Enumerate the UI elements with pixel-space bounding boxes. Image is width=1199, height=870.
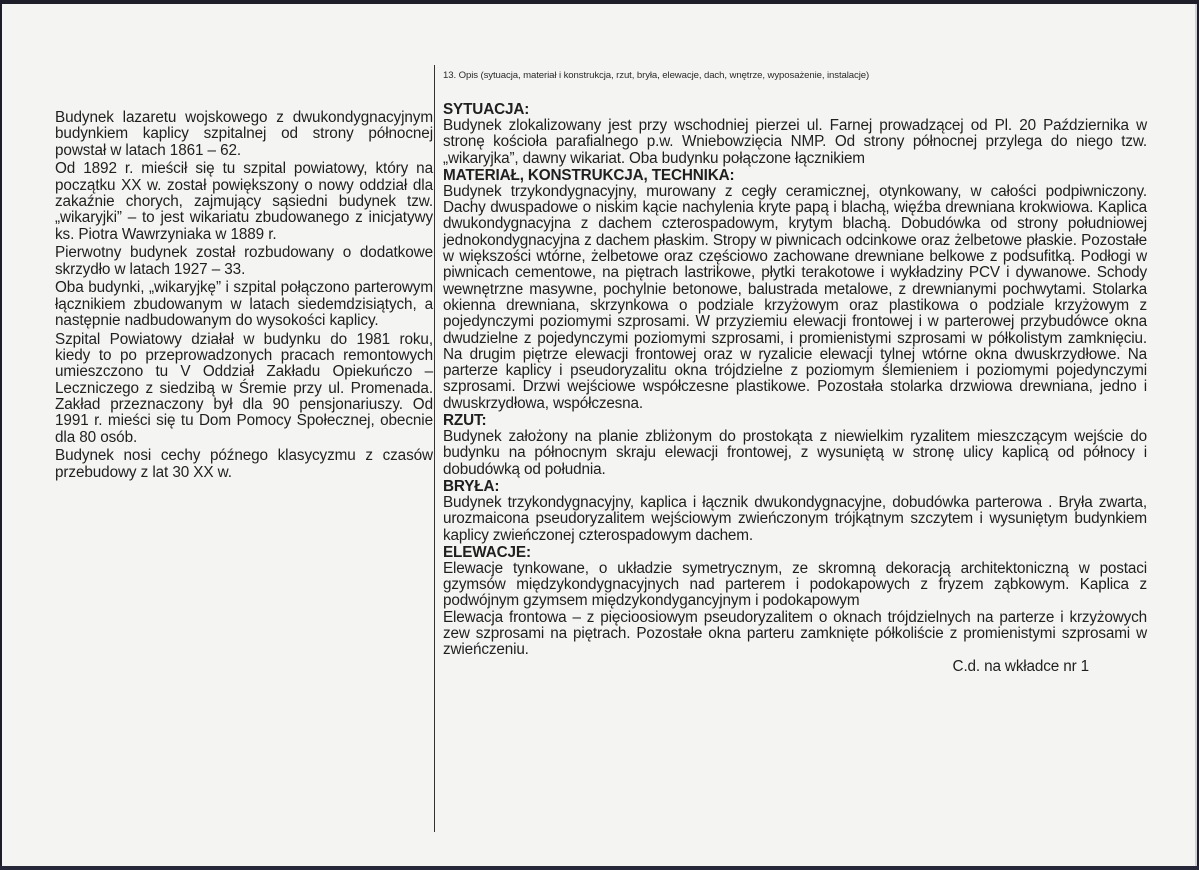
- section-text-bryla: Budynek trzykondygnacyjny, kaplica i łącznik dwukondygnacyjne, dobudówka parterowa . Bryła zwarta, urozmaicona pseudoryzalitem wejściowym zwieńczonym trójkątnym szczytem i wysuniętym budynkiem kaplicy zwieńczonej czterospadowym dachem.: [443, 493, 1147, 544]
- section-title-elewacje: ELEWACJE:: [443, 543, 531, 561]
- history-paragraph: Pierwotny budynek został rozbudowany o dodatkowe skrzydło w latach 1927 – 33.: [55, 244, 433, 278]
- description-column: [443, 101, 1147, 675]
- history-paragraph: Oba budynki, „wikaryjkę” i szpital połączono parterowym łącznikiem zbudowanym w latach siedemdzisiątych, a następnie nadbudowanym do wysokości kaplicy.: [55, 279, 433, 330]
- section-text-rzut: Budynek założony na planie zbliżonym do prostokąta z niewielkim ryzalitem mieszczącym wejście do budynku na północnym skraju elewacji frontowej, z wysuniętą w stronę ulicy kaplicą od północy i dobudówką od południa.: [443, 428, 1147, 478]
- scan-border: [0, 866, 1199, 870]
- history-paragraph: Budynek lazaretu wojskowego z dwukondygnacyjnym budynkiem kaplicy szpitalnej od strony północnej powstał w latach 1861 – 62.: [55, 109, 433, 159]
- section-title-material: MATERIAŁ, KONSTRUKCJA, TECHNIKA:: [443, 166, 735, 184]
- section-text-sytuacja: Budynek zlokalizowany jest przy wschodniej pierzei ul. Farnej prowadzącej od Pl. 20 Października w stronę kościoła parafialnego p.w. Wniebowzięcia NMP. Od strony północnej przylega do niego tzw. „wikaryjka”, dawny wikariat. Oba budynku połączone łącznikiem: [443, 117, 1147, 167]
- history-column: [55, 110, 433, 484]
- section-header: 13. Opis (sytuacja, materiał i konstrukcja, rzut, bryła, elewacje, dach, wnętrze, wyposażenie, instalacje): [443, 70, 870, 81]
- continuation-row: [443, 659, 1147, 675]
- section-title-bryla: BRYŁA:: [443, 477, 500, 495]
- history-paragraph: Szpital Powiatowy działał w budynku do 1981 roku, kiedy to po przeprowadzonych pracach remontowych umieszczono tu V Oddział Zakładu Opiekuńczo – Leczniczego z siedzibą w Śremie przy ul. Promenada. Zakład przeznaczony był dla 90 pensjonariuszy. Od 1991 r. mieści się tu Dom Pomocy Społecznej, obecnie dla 80 osób.: [55, 330, 433, 446]
- history-paragraph: Od 1892 r. mieścił się tu szpital powiatowy, który na początku XX w. został powiększony o nowy oddział dla zakaźnie chorych, zajmujący sąsiedni budynek tzw. „wikaryjki” – to jest wikariatu zbudowanego z inicjatywy ks. Piotra Wawrzyniaka w 1889 r.: [55, 160, 433, 243]
- section-text-elewacje: Elewacje tynkowane, o układzie symetrycznym, ze skromną dekoracją architektoniczną w postaci gzymsów międzykondygnacyjnych nad parterem i podokapowych z fryzem ząbkowym. Kaplica z podwójnym gzymsem międzykondygancyjnym i podokapowym: [443, 559, 1147, 610]
- scanned-page: [2, 4, 1197, 866]
- section-title-sytuacja: SYTUACJA:: [443, 101, 530, 118]
- section-text-elewacja-frontowa: Elewacja frontowa – z pięcioosiowym pseudoryzalitem o oknach trójdzielnych na parterze i krzyżowych zew szprosami na piętrach. Pozostałe okna parteru zamknięte półkoliście z promienistymi szprosami w zwieńczeniu.: [443, 608, 1147, 659]
- history-paragraph: Budynek nosi cechy późnego klasycyzmu z czasów przebudowy z lat 30 XX w.: [55, 447, 433, 481]
- continuation-note: C.d. na wkładce nr 1: [952, 657, 1089, 675]
- section-title-rzut: RZUT:: [443, 412, 487, 430]
- column-divider: [434, 65, 435, 832]
- section-text-material: Budynek trzykondygnacyjny, murowany z cegły ceramicznej, otynkowany, w całości podpiwniczony. Dachy dwuspadowe o niskim kącie nachylenia kryte papą i blachą, więźba drewniana krokwiowa. Kaplica dwukondygnacyjna z dachem czterospadowym, krytym blachą. Dobudówka od strony południowej jednokondygnacyjna z dachem płaskim. Stropy w piwnicach odcinkowe oraz żelbetowe płaskie. Pozostałe w większości wtórne, żelbetowe oraz częściowo zachowane drewniane belkowe z podsufitką. Podłogi w piwnicach cementowe, na piętrach lastrikowe, płytki terakotowe i wykładziny PCV i dywanowe. Schody wewnętrzne masywne, pochylnie betonowe, balustrada metalowe, z drewnianymi pochwytami. Stolarka okienna drewniana, skrzynkowa o podziale krzyżowym oraz plastikowa o podziale krzyżowym z pojedynczymi poziomymi szprosami. W przyziemiu elewacji frontowej i w parterowej przybudówce okna dwudzielne z pojedynczymi poziomymi szprosami, i promienistymi szprosami w półkolistym zamknięciu. Na drugim piętrze elewacji frontowej oraz w ryzalicie elewacji tylnej wtórne okna dwuskrzydłowe. Na parterze kaplicy i pseudoryzalitu okna trójdzielne z poziomym ślemieniem i poziomymi pojedynczymi szprosami. Drzwi wejściowe współczesne plastikowe. Pozostała stolarka drzwiowa drewniana, jedno i dwuskrzydłowa, współczesna.: [443, 182, 1147, 412]
